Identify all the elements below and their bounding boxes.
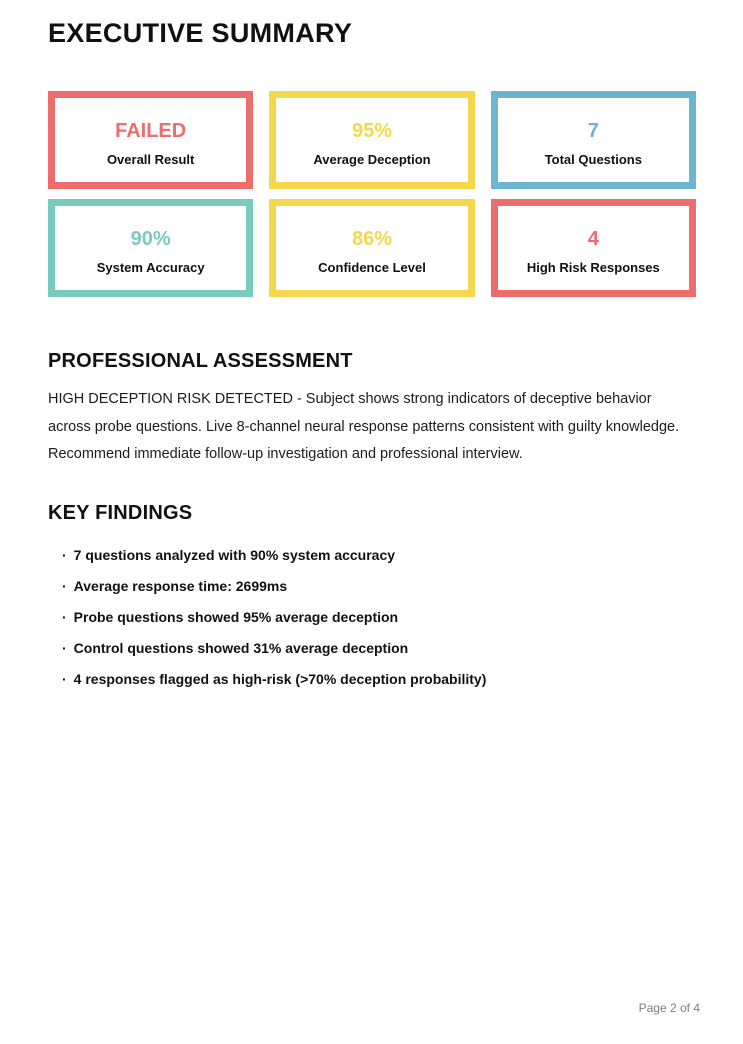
key-findings-list <box>48 547 696 687</box>
bullet-icon: · <box>62 670 67 687</box>
stat-value: 4 <box>587 227 599 250</box>
key-finding-text: 7 questions analyzed with 90% system accuracy <box>73 546 396 563</box>
stat-card-system-accuracy <box>48 199 253 297</box>
key-finding-text: 4 responses flagged as high-risk (>70% deception probability) <box>73 670 487 687</box>
key-findings-heading: KEY FINDINGS <box>48 501 193 524</box>
key-finding-item <box>62 547 696 563</box>
stat-label: High Risk Responses <box>526 259 660 275</box>
summary-stat-grid <box>48 91 696 297</box>
professional-assessment-section <box>48 350 696 469</box>
stat-card-overall-result <box>48 91 253 189</box>
key-finding-item <box>62 640 696 656</box>
key-finding-text: Control questions showed 31% average deception <box>73 639 409 656</box>
stat-value: 7 <box>587 119 599 142</box>
key-finding-item <box>62 609 696 625</box>
stat-card-high-risk-responses <box>491 199 696 297</box>
key-finding-text: Probe questions showed 95% average deception <box>73 608 399 625</box>
stat-label: Total Questions <box>544 151 642 167</box>
stat-value: 90% <box>130 227 171 250</box>
stat-label: Average Deception <box>313 151 431 167</box>
bullet-icon: · <box>62 546 67 563</box>
key-findings-section <box>48 502 696 687</box>
stat-label: System Accuracy <box>96 259 205 275</box>
stat-card-confidence-level <box>269 199 474 297</box>
key-finding-text: Average response time: 2699ms <box>73 577 288 594</box>
bullet-icon: · <box>62 639 67 656</box>
bullet-icon: · <box>62 577 67 594</box>
stat-card-total-questions <box>491 91 696 189</box>
page-title: EXECUTIVE SUMMARY <box>48 18 353 48</box>
stat-value: 95% <box>351 119 392 142</box>
stat-card-average-deception <box>269 91 474 189</box>
key-finding-item <box>62 578 696 594</box>
stat-label: Confidence Level <box>318 259 426 275</box>
key-finding-item <box>62 671 696 687</box>
stat-value: FAILED <box>115 119 187 142</box>
page-number: Page 2 of 4 <box>638 1001 700 1015</box>
stat-value: 86% <box>351 227 392 250</box>
stat-label: Overall Result <box>106 151 195 167</box>
bullet-icon: · <box>62 608 67 625</box>
professional-assessment-heading: PROFESSIONAL ASSESSMENT <box>48 350 353 372</box>
professional-assessment-body: HIGH DECEPTION RISK DETECTED - Subject shows strong indicators of deceptive behavior across probe questions. Live 8-channel neural response patterns consistent with guilty knowledge. Recommend immediate follow-up investigation and professional interview. <box>48 391 680 463</box>
